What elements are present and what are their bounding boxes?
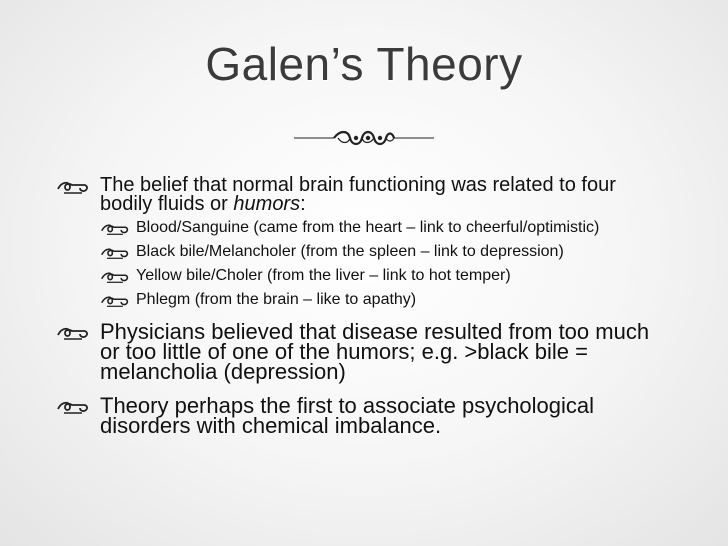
bullet-text: Physicians believed that disease resulted from too much or too little of one of the humors; e.g. >black bile = melancholia (depression) [100, 319, 650, 384]
scroll-flourish-icon [100, 221, 130, 237]
sub-bullet-text: Phlegm (from the brain – like to apathy) [136, 291, 417, 308]
swirl-ornament-icon [294, 126, 434, 150]
sub-bullet-list [100, 220, 666, 308]
list-item [56, 393, 666, 438]
scroll-flourish-icon [100, 269, 130, 285]
scroll-flourish-icon [56, 398, 90, 416]
bullet-list [56, 176, 666, 450]
bullet-text: Theory perhaps the first to associate psychological disorders with chemical imbalance. [100, 393, 595, 438]
sub-list-item [100, 244, 666, 260]
sub-bullet-text: Blood/Sanguine (came from the heart – link to cheerful/optimistic) [136, 219, 600, 236]
sub-bullet-text: Yellow bile/Choler (from the liver – link to hot temper) [136, 267, 511, 284]
bullet-emphasis: humors [233, 193, 301, 215]
scroll-flourish-icon [56, 178, 90, 196]
scroll-flourish-icon [56, 324, 90, 342]
sub-list-item [100, 268, 666, 284]
list-item [56, 319, 666, 384]
sub-bullet-text: Black bile/Melancholer (from the spleen – link to depression) [136, 243, 564, 260]
bullet-text-suffix: : [300, 193, 306, 215]
scroll-flourish-icon [100, 293, 130, 309]
scroll-flourish-icon [100, 245, 130, 261]
bullet-text: The belief that normal brain functioning was related to four bodily fluids or [100, 174, 616, 215]
list-item [56, 176, 666, 308]
sub-list-item [100, 220, 666, 236]
sub-list-item [100, 292, 666, 308]
slide-title: Galen’s Theory [205, 38, 523, 90]
